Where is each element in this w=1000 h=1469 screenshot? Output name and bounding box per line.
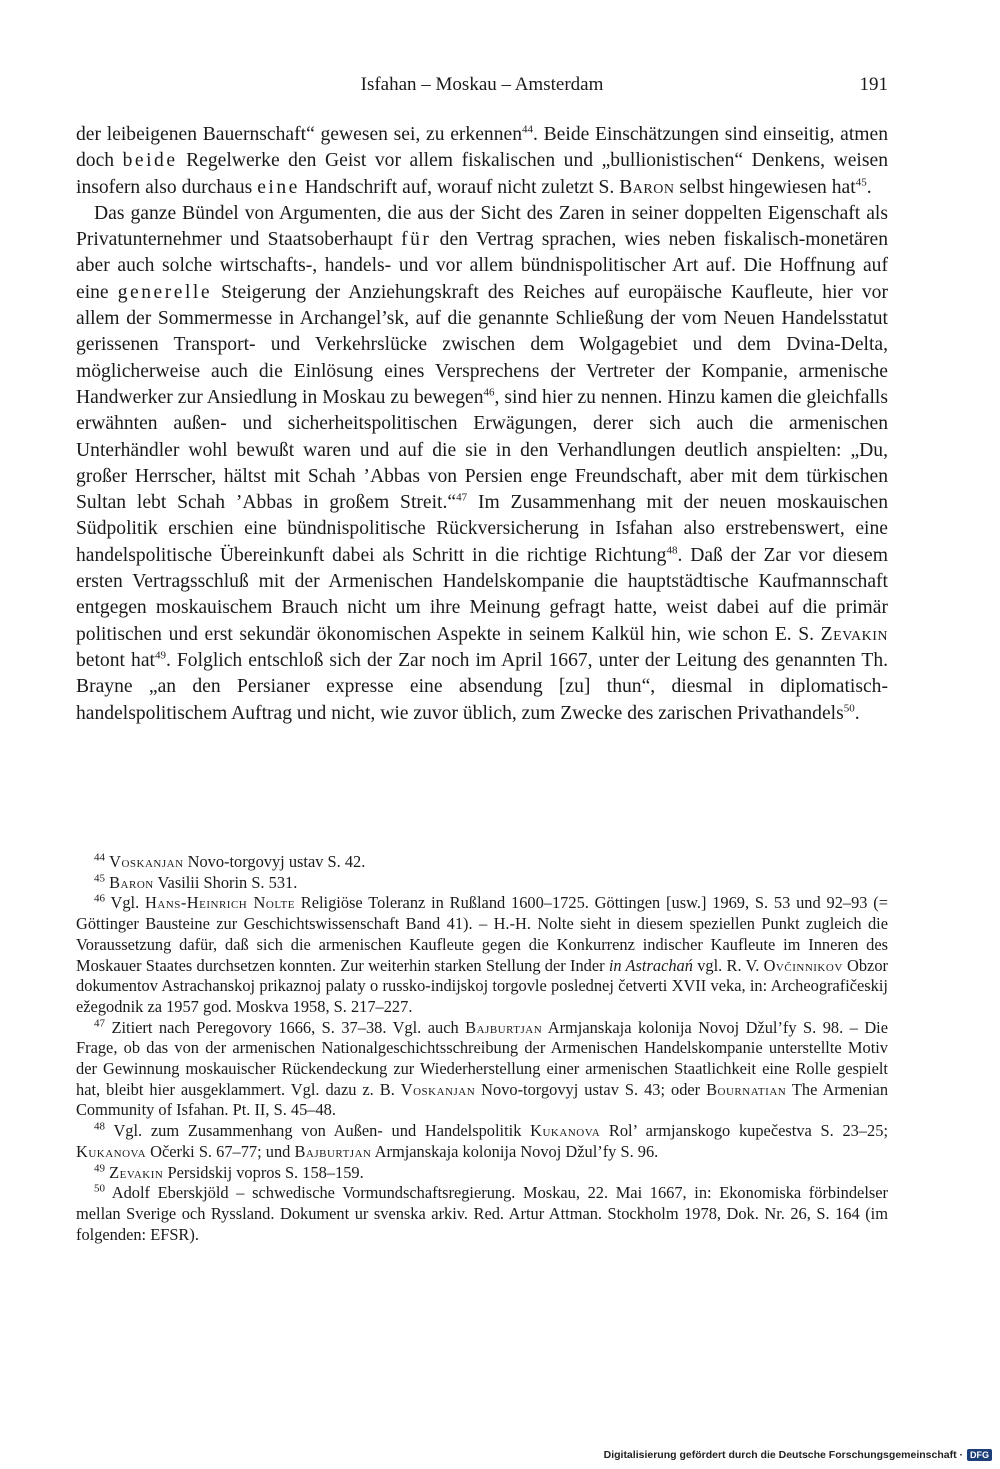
footnote-49: $^{49}$ Zevakin Persidskij vopros S. 158–159. — [94, 1162, 364, 1182]
footnote-ref-44[interactable]: 44 — [522, 123, 534, 136]
running-head — [76, 74, 888, 104]
main-text — [76, 122, 888, 727]
footnote-50: $^{50}$ Adolf Eberskjöld – schwedische Vormundschaftsregierung. Moskau, 22. Mai 1667, in: Ekonomiska förbindelser mellan Sverige och Ryssland. Dokument ur svenska arkiv. Red. Artur Attman. Stockholm 1978, Dok. Nr. 26, S. 164 (im folgenden: EFSR). — [76, 1182, 888, 1244]
author-name: Zevakin — [820, 623, 888, 645]
footnote-ref-46[interactable]: 46 — [483, 386, 495, 399]
page-number: 191 — [859, 74, 888, 95]
dfg-logo: DFG — [967, 1449, 992, 1461]
footnote-45: $^{45}$ Baron Vasilii Shorin S. 531. — [94, 872, 298, 892]
footnote-46: $^{46}$ Vgl. Hans-Heinrich Nolte Religiöse Toleranz in Rußland 1600–1725. Göttingen [usw.] 1969, S. 53 und 92–93 (= Göttinger Bausteine zur Geschichtswissenschaft Band 41). – H.-H. Nolte sieht in diesem speziellen Punkt zugleich die Voraussetzung dafür, daß sich die armenischen Kaufleute gegen die Konkurrenz indischer Kaufleute im Inneren des Moskauer Staates durchsetzen konnten. Zur weiterhin starken Stellung der Inder in Astrachań vgl. R. V. Ovčinnikov Obzor dokumentov Astrachanskoj prikaznoj palaty o russko-indijskoj torgovle poslednej četverti XVII veka, in: Archeografičeskij ežegodnik za 1957 god. Moskva 1958, S. 217–227. — [76, 892, 888, 1016]
footnote-ref-45[interactable]: 45 — [855, 176, 867, 189]
running-title: Isfahan – Moskau – Amsterdam — [360, 74, 604, 95]
footer-text: Digitalisierung gefördert durch die Deutsche Forschungsgemeinschaft · — [603, 1449, 963, 1461]
footnote-ref-50[interactable]: 50 — [843, 702, 855, 714]
paragraph-2: Das ganze Bündel von Argumenten, die aus der Sicht des Zaren in seiner doppelten Eigenschaft als Privatunternehmer und Staatsoberhaupt für den Vertrag sprachen, wies neben fiskalisch-monetären aber auch solche wirtschafts-, handels- und vor allem bündnispolitischer Art auf. Die Hoffnung auf eine generelle Steigerung der Anziehungskraft des Reiches auf europäische Kaufleute, hier vor allem der Sommermesse in Archangel’sk, auf die genannte Schließung der vom Neuen Handelsstatut gerissenen Transport- und Verkehrslücke zwischen dem Wolgagebiet und dem Dvina-Delta, möglicherweise auch die Einlösung eines Versprechens der Vertreter der Kompanie, armenische Handwerker zur Ansiedlung in Moskau zu bewegen$^{46}$, sind hier zu nennen. Hinzu kamen die gleichfalls erwähnten außen- und sicherheitspolitischen Erwägungen, derer sich auch die armenischen Unterhändler wohl bewußt waren und auf die sie in den Verhandlungen deutlich anspielten: „Du, großer Herrscher, hältst mit Schah ’Abbas von Persien enge Freundschaft, aber mit dem türkischen Sultan lebt Schah ’Abbas in großem Streit.“$^{47}$ Im Zusammenhang mit der neuen moskauischen Südpolitik erschien eine bündnispolitische Rückversicherung in Isfahan also erstrebenswert, eine handelspolitische Übereinkunft dabei als Schritt in die richtige Richtung$^{48}$. Daß der Zar vor diesem ersten Vertragsschluß mit der Armenischen Handelskompanie die hauptstädtische Kaufmannschaft entgegen moskauischem Brauch nicht um ihre Meinung gefragt hatte, weist dabei auf die primär politischen und erst sekundär ökonomischen Aspekte in seinem Kalkül hin, wie schon E. S. Zevakin betont hat$^{49}$. Folglich entschloß sich der Zar noch im April 1667, unter der Leitung des genannten Th. Brayne „an den Persianer expresse eine absendung [zu] thun“, diesmal in diplomatisch-handelspolitischem Auftrag und nicht, wie zuvor üblich, zum Zwecke des zarischen Privathandels$^{50}$. — [76, 202, 889, 724]
author-name: Baron — [619, 176, 675, 198]
footnote-48: $^{48}$ Vgl. zum Zusammenhang von Außen- und Handelspolitik Kukanova Rol’ armjanskogo kupečestva S. 23–25; Kukanova Očerki S. 67–77; und Bajburtjan Armjanskaja kolonija Novoj Džul’fy S. 96. — [76, 1120, 889, 1161]
footnote-47: $^{47}$ Zitiert nach Peregovory 1666, S. 37–38. Vgl. auch Bajburtjan Armjanskaja kolonija Novoj Džul’fy S. 98. – Die Frage, ob das von der armenischen Nationalgeschichtsschreibung der Armenischen Handelskompanie unterstellte Motiv der Gewinnung moskauischer Rückendeckung zur Wiederherstellung einer armenischen Staatlichkeit eine Rolle gespielt hat, bleibt hier ausgeklammert. Vgl. dazu z. B. Voskanjan Novo-torgovyj ustav S. 43; oder Bournatian The Armenian Community of Isfahan. Pt. II, S. 45–48. — [76, 1017, 889, 1120]
footnote-ref-49[interactable]: 49 — [154, 649, 166, 662]
paragraph-1: der leibeigenen Bauernschaft“ gewesen sei, zu erkennen$^{44}$. Beide Einschätzungen sind einseitig, atmen doch beide Regelwerke den Geist vor allem fiskalischen und „bullionistischen“ Denkens, weisen insofern also durchaus eine Handschrift auf, worauf nicht zuletzt S. Baron selbst hingewiesen hat$^{45}$. — [76, 123, 888, 198]
footnotes — [76, 852, 888, 1245]
footnote-ref-47[interactable]: 47 — [456, 491, 468, 504]
footnote-ref-48[interactable]: 48 — [666, 544, 678, 557]
footnote-44: $^{44}$ Voskanjan Novo-torgovyj ustav S. 42. — [94, 851, 366, 871]
digitization-footer — [604, 1449, 992, 1461]
